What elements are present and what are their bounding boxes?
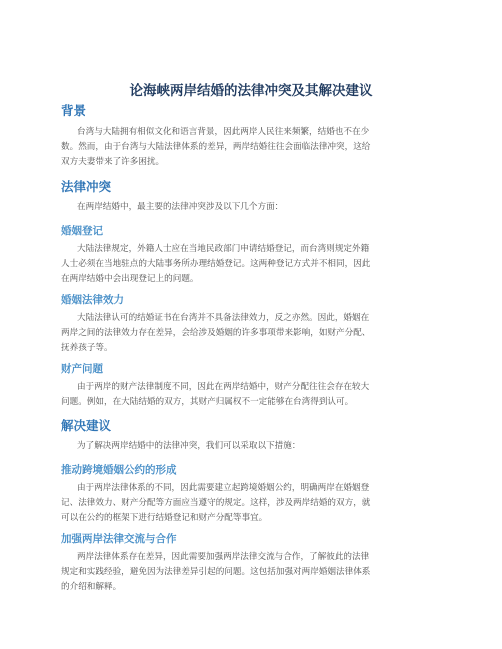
subsection-paragraph-property-issues [61, 380, 441, 410]
subsection-paragraph-legal-effect [61, 311, 441, 356]
paragraph-line: 在两岸结婚中，最主要的法律冲突涉及以下几个方面： [77, 202, 284, 212]
paragraph-line: 人士必须在当地驻点的大陆事务所办理结婚登记。这两种登记方式并不相同，因此 [61, 259, 371, 269]
document-title: 论海峡两岸结婚的法律冲突及其解决建议 [129, 83, 373, 99]
paragraph-line: 两岸之间的法律效力存在差异，会给涉及婚姻的许多事项带来影响，如财产分配、 [61, 328, 371, 338]
subsection-heading-cross-border-convention: 推动跨境婚姻公约的形成 [61, 464, 177, 476]
paragraph-line: 为了解决两岸结婚中的法律冲突，我们可以采取以下措施： [77, 441, 301, 451]
subsection-paragraph-legal-exchange [61, 550, 441, 595]
paragraph-line: 两岸法律体系存在差异，因此需要加强两岸法律交流与合作，了解彼此的法律 [77, 552, 370, 562]
section-heading-legal-conflict: 法律冲突 [61, 179, 112, 194]
subsection-paragraph-cross-border-convention [61, 481, 441, 526]
paragraph-line: 问题。例如，在大陆结婚的双方，其财产归属权不一定能够在台湾得到认可。 [61, 397, 354, 407]
section-paragraph-solutions [61, 439, 441, 454]
paragraph-line: 双方夫妻带来了许多困扰。 [61, 157, 165, 167]
section-heading-solutions: 解决建议 [61, 418, 112, 433]
subsection-heading-property-issues: 财产问题 [61, 363, 103, 375]
paragraph-line: 的介绍和解释。 [61, 582, 122, 592]
paragraph-line: 记、法律效力、财产分配等方面应当遵守的规定。这样，涉及两岸结婚的双方，就 [61, 498, 371, 508]
section-heading-background: 背景 [61, 103, 87, 118]
paragraph-line: 由于两岸的财产法律制度不同，因此在两岸结婚中，财产分配往往会存在较大 [77, 382, 370, 392]
subsection-heading-legal-exchange: 加强两岸法律交流与合作 [61, 533, 177, 545]
subsection-paragraph-marriage-registration [61, 242, 441, 287]
subsection-heading-legal-effect: 婚姻法律效力 [61, 294, 124, 306]
paragraph-line: 可以在公约的框架下进行结婚登记和财产分配等事宜。 [61, 513, 268, 523]
subsection-heading-marriage-registration: 婚姻登记 [61, 225, 103, 237]
paragraph-line: 台湾与大陆拥有相似文化和语言背景，因此两岸人民往来频繁，结婚也不在少 [77, 127, 370, 137]
section-paragraph-background [61, 125, 441, 170]
section-paragraph-legal-conflict [61, 200, 441, 215]
paragraph-line: 由于两岸法律体系的不同，因此需要建立起跨境婚姻公约，明确两岸在婚姻登 [77, 483, 370, 493]
paragraph-line: 大陆法律规定，外籍人士应在当地民政部门申请结婚登记，而台湾则规定外籍 [77, 244, 370, 254]
paragraph-line: 规定和实践经验，避免因为法律差异引起的问题。这包括加强对两岸婚姻法律体系 [61, 567, 371, 577]
paragraph-line: 大陆法律认可的结婚证书在台湾并不具备法律效力，反之亦然。因此，婚姻在 [77, 313, 370, 323]
paragraph-line: 在两岸结婚中会出现登记上的问题。 [61, 274, 199, 284]
paragraph-line: 抚养孩子等。 [61, 343, 113, 353]
paragraph-line: 数。然而，由于台湾与大陆法律体系的差异，两岸结婚往往会面临法律冲突，这给 [61, 142, 371, 152]
